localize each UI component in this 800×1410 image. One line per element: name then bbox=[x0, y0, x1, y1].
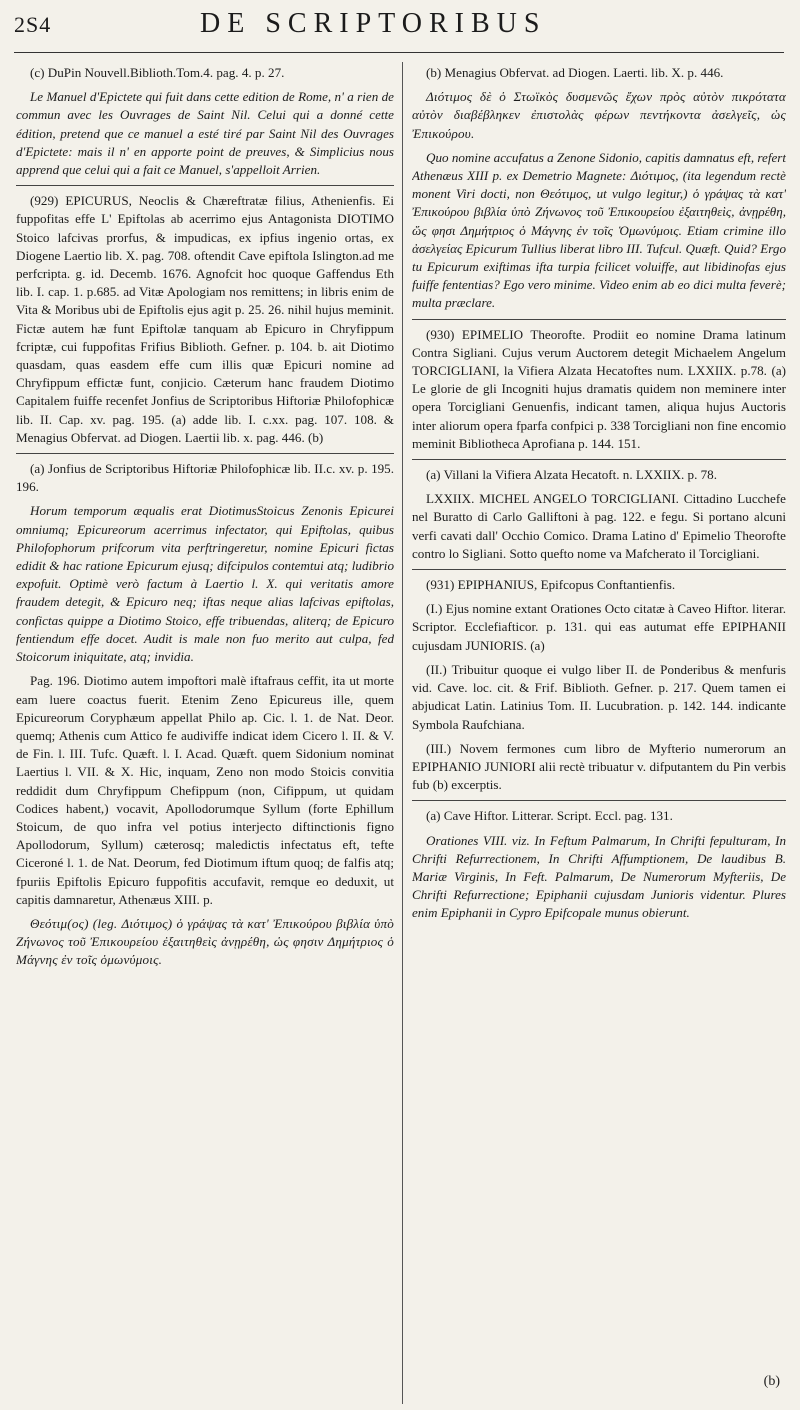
quote-zeno-sidonius: Quo nomine accufatus a Zenone Sidonio, capitis damnatus eft, refert Athenæus XIII p. ex Demetrio Magnete: Διότιμος, (ita legendum rectè monent Viri docti, non Θεότιμος, ut vulgo legitur,) ὁ γράψας τὰ κατ' Ἐπικούρου βιβλία ὑπὸ Ζήνωνος τοῦ Ἐπικουρείου ἐξαιτηθεὶς, ἀνῃρέθη, ὥς φησι Δημήτριος ὁ Μάγνης ἐν τοῖς Ὁμωνύμοις. Etiam crimine illo ἀσελγείας Epicurum Tullius liberat libro III. Tufcul. Quæft. Quid? Ergo tu Epicurum exiftimas ifta turpia fcilicet voluiffe, aut libidinofas ejus fuiffe fententias? Ego vero minime. Video enim ab eo dici multa feverè; multa præclare. bbox=[412, 149, 786, 311]
entry-930-epimelio: (930) EPIMELIO Theorofte. Prodiit eo nomine Drama latinum Contra Sigliani. Cujus verum Auctorem detegit Michaelem Angelum TORCIGLIANI, la Vifiera Alzata Hecatoftes num. LXXIIX. p.78. (a) Le glorie de gli Incogniti hujus dramatis quidem non meminere inter opera Torcigliani Genuenfis, indicant tamen, aliqua hujus Auctoris inter aliorum opera fparfa confpici p. 338 Torcigliani non fine encomio meminit Bibliotheca Aprofiana p. 144. 151. bbox=[412, 326, 786, 451]
epiphanius-item-1: (I.) Ejus nomine extant Orationes Octo citatæ à Caveo Hiftor. literar. Scriptor. Ecclefiafticor. p. 131. qui eas autumat effe EPIPHANII cujusdam JUNIORIS. (a) bbox=[412, 601, 786, 653]
catchword: (b) bbox=[763, 1374, 780, 1389]
footnote-a-jonsius: (a) Jonfius de Scriptoribus Hiftoriæ Philofophicæ lib. II.c. xv. p. 195. 196. bbox=[16, 461, 394, 495]
page-header bbox=[0, 0, 800, 62]
page-number: 2S4 bbox=[14, 12, 52, 37]
epiphanius-item-2: (II.) Tribuitur quoque ei vulgo liber II. de Ponderibus & menfuris vid. Cave. loc. cit. & Frif. Biblioth. Gefner. p. 217. Quem tamen ei abjudicat Latin. Latinius Tom. II. Lucubration. p. 142. 144. indicante Symbola Raufchiana. bbox=[412, 661, 786, 732]
running-title: DE SCRIPTORIBUS bbox=[200, 8, 547, 39]
separator bbox=[412, 459, 786, 460]
greek-quote-laertius: Διότιμος δὲ ὁ Στωϊκὸς δυσμενῶς ἔχων πρὸς αὐτὸν πικρότατα αὐτὸν διαβέβληκεν ἐπιστολὰς φέρων πεντήκοντα ἀσελγεῖς, ὡς Ἐπικούρου. bbox=[412, 89, 786, 141]
epiphanius-item-3: (III.) Novem fermones cum libro de Myfterio numerorum an EPIPHANIO JUNIORI alii rectè tribuatur v. difputantem du Pin verbis fub (b) excerptis. bbox=[412, 740, 786, 793]
greek-quote-athenaeus: Θεότιμ(ος) (leg. Διότιμος) ὁ γράψας τὰ κατ' Ἐπικούρου βιβλία ὑπὸ Ζήνωνος τοῦ Ἐπικουρείου ἐξαιτηθεὶς ἀνῃρέθη, ὡς φησιν Δημήτριος ὁ Μάγνης ἐν τοῖς ὁμωνύμοις. bbox=[16, 915, 394, 968]
quote-diotimus: Horum temporum æqualis erat DiotimusStoicus Zenonis Epicurei omniumq; Epicureorum acerrimus infectator, qui Epiftolas, quibus Philofophorum prifcorum vita perftringeretur, nomine Epicuri fictas edidit & hac ratione Epicurum ejusq; difcipulos contemtui atq; ludibrio expofuit. Optimè verò factum à Laertio l. X. qui veritatis amore fraudem detegit, & Epicuro neq; iftas neque alias lafcivas epiftolas, confictas quippe a Diotimo Stoico, effe tribuendas, aliterq; de Epicuro fentiendum effe docet. Audit is male non fuo merito aut culpa, fed Stoicorum iniquitate, atq; invidia. bbox=[16, 503, 394, 665]
right-column bbox=[412, 64, 786, 1406]
quote-torcigliani: LXXIIX. MICHEL ANGELO TORCIGLIANI. Cittadino Lucchefe nel Buratto di Carlo Galliftoni à pag. 122. e fegu. Si portano alcuni verfi cavati dall' Occhio Comico. Drama Latino d' Epimelio Theorofte contro lo Sigliani. Sotto quefto nome va Mafcherato il Torcigliani. bbox=[412, 491, 786, 561]
separator bbox=[412, 800, 786, 801]
separator bbox=[16, 185, 394, 186]
footnote-a-villani: (a) Villani la Vifiera Alzata Hecatoft. n. LXXIIX. p. 78. bbox=[426, 467, 717, 483]
entry-929-epicurus: (929) EPICURUS, Neoclis & Chæreftratæ filius, Athenienfis. Ei fuppofitas effe L' Epiftolas ab acerrimo ejus Antagonista DIOTIMO Stoico lafcivas prorfus, & impudicas, ex ipfius ingenio ortas, ex Diogene Laertio lib. X. pag. 708. oftendit Cave epiftola Islington.ad me perfcripta. g. id. Decemb. 1676. Agnofcit hoc quoque Gaffendus Eth lib. I. cap. 1. p.685. ad Vitæ Apologiam nos remittens; in libris enim de Vita & Moribus ubi de Epiftolis ejus agit p. 25. 26. nihil hujus meminit. Fictæ autem hæ funt Epiftolæ tanquam ab Epicuro in Chryfippum fcriptæ, cui fuppofitas Frifius Biblioth. Gefner. p. 104. b. ait Diotimo quasdam, quas easdem effe cum illis quæ Epicuri nomine ad Chryfippum effictæ funt, conjicio. Cæterum hanc fraudem Diotimo Capitalem fuiffe recenfet Jonfius de Scriptoribus Hiftoriæ Philofophicæ lib. II. Cap. xv. pag. 195. (a) adde lib. I. c.xx. pag. 107. 108. & Menagius Obfervat. ad Diogen. Laertii lib. x. pag. 446. (b) bbox=[16, 193, 394, 445]
quote-manuel-epictete: Le Manuel d'Epictete qui fuit dans cette edition de Rome, n' a rien de commun avec les Ouvrages de Saint Nil. Celui qui a donné cette édition, pretend que ce manuel a esté tiré par Saint Nil des Ouvrages d'Epictete: mais il n' en apporte point de preuves, & Simplicius nous apprend que celui qui a fait ce Manuel, s'appelloit Arrien. bbox=[16, 89, 394, 178]
left-column bbox=[16, 64, 394, 1406]
separator bbox=[16, 453, 394, 454]
footnote-a-cave: (a) Cave Hiftor. Litterar. Script. Eccl. pag. 131. bbox=[426, 808, 673, 824]
column-divider bbox=[402, 62, 403, 1404]
entry-931-epiphanius: (931) EPIPHANIUS, Epifcopus Conftantienfis. bbox=[426, 577, 676, 593]
footnote-b-menagius: (b) Menagius Obfervat. ad Diogen. Laerti. lib. X. p. 446. bbox=[426, 65, 724, 80]
header-rule bbox=[14, 52, 784, 53]
separator bbox=[412, 569, 786, 570]
footnote-c-dupin: (c) DuPin Nouvell.Biblioth.Tom.4. pag. 4. p. 27. bbox=[30, 65, 285, 80]
separator bbox=[412, 319, 786, 320]
quote-pag-196: Pag. 196. Diotimo autem impoftori malè iftafraus ceffit, ita ut morte eam luere coactus fuerit. Etenim Zeno Epicureus ille, quem Epicureorum Coryphæum appellat Philo ap. Cic. l. 1. de Nat. Deor. quemq; Athenis cum Attico fe audiviffe indicat idem Cicero l. II. & V. de Fin. l. III. Tufc. Quæft. l. I. Acad. Quæft. quem Sidonium nominat Laertius l. VII. & X. Hic, inquam, Zeno non modo Stoicis convitia reddidit dum Chryfippum Chefippum (non, Cifippum, ut quidam Codices habent,) vocavit, Apollodorumque Syllum (forte Ephillum Stoicum, de quo infra vel potius interjecto diftinctionis figno Apollodorum, Syllum) cæterosq; maledictis infectatus eft, tefte Ciceroné l. 1. de Nat. Deorum, fed Diotimum iftum quoq; de falfis atq; fpuriis Epiftolis Epicuro fuppofitis accufavit, remque eo deduxit, ut capitis damnaretur, Athenæus XIII. p. bbox=[16, 673, 394, 907]
quote-orationes: Orationes VIII. viz. In Feftum Palmarum, In Chrifti fepulturam, In Chrifti Refurrectionem, In Chrifti Affumptionem, De laudibus B. Mariæ Virginis, In Feft. Palmarum, De Numerorum Myfteriis, De Chrifti Refurrectione; Epiphanii cujusdam Junioris videntur. Plures enim Epiphanii in Cypro Epifcopale munus obierunt. bbox=[412, 832, 786, 921]
